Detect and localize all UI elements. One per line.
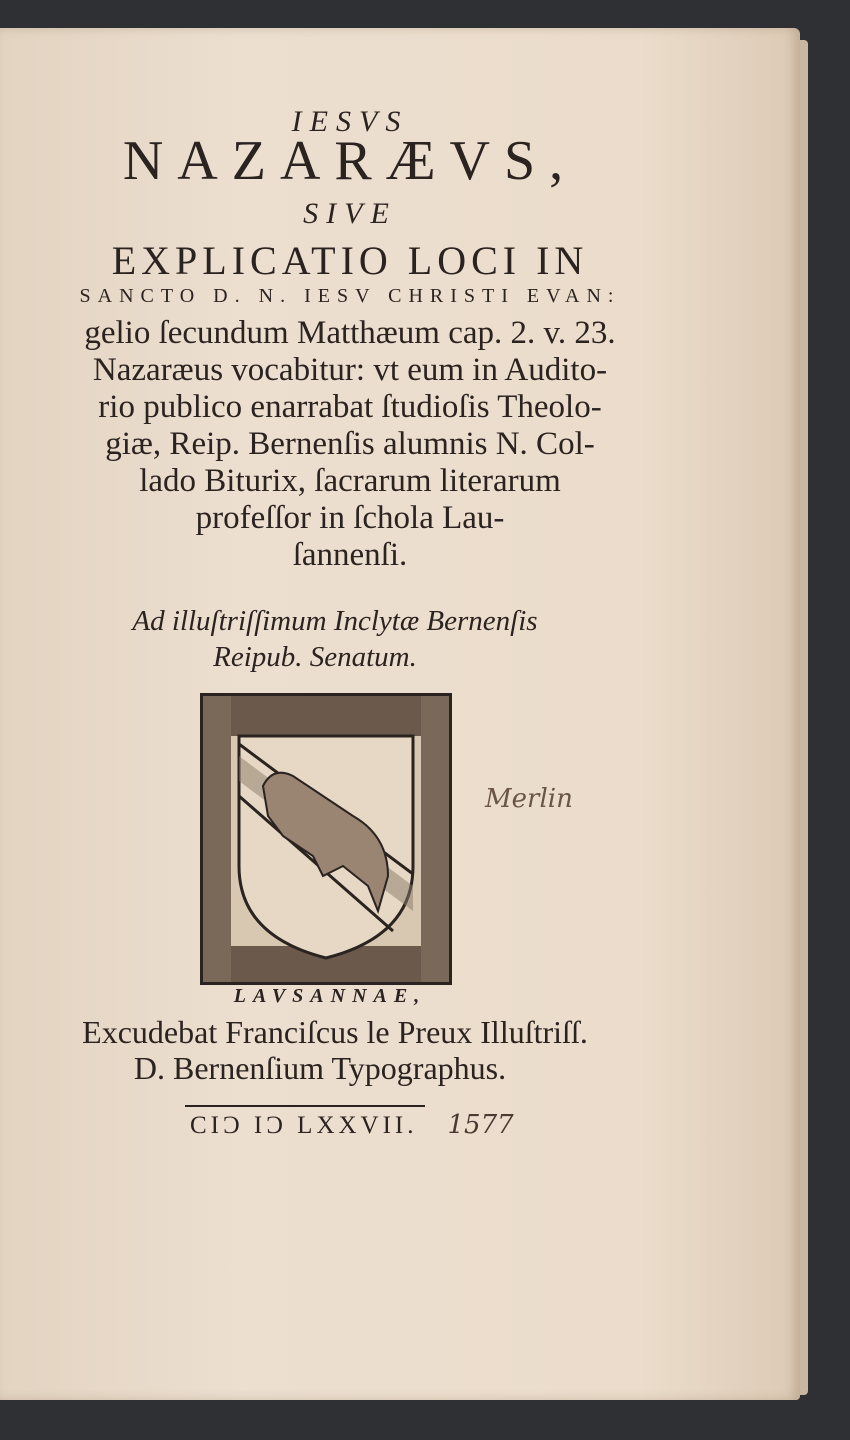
bern-coat-of-arms-woodcut <box>200 693 452 985</box>
title-iesvs: IESVS <box>291 105 409 138</box>
imprint-date-row <box>190 1111 514 1140</box>
dedication-line-1: Ad illuſtriſſimum Inclytæ Bernenſis <box>132 605 538 637</box>
imprint-place: LAVSANNAE, <box>233 985 427 1007</box>
body-line-1: gelio ſecundum Matthæum cap. 2. v. 23. <box>84 315 616 351</box>
handwritten-year: 1577 <box>447 1110 514 1140</box>
body-line-3: rio publico enarrabat ſtudioſis Theolo- <box>98 389 602 425</box>
imprint-printer-1: Excudebat Franciſcus le Preux Illuſtriſſ. <box>82 1014 588 1050</box>
page-edge <box>800 40 808 1395</box>
dedication-line-2: Reipub. Senatum. <box>213 641 417 673</box>
title-sancto: SANCTO D. N. IESV CHRISTI EVAN: <box>79 285 621 307</box>
body-line-2: Nazaræus vocabitur: vt eum in Audito- <box>92 352 608 388</box>
title-sive: SIVE <box>303 197 397 230</box>
title-nazaraevs: NAZARÆVS, <box>122 130 578 192</box>
underline-rule <box>185 1105 425 1107</box>
imprint-date: CIƆ IƆ LXXVII. <box>190 1112 418 1139</box>
bear-shield-icon <box>203 696 449 982</box>
body-line-7: ſannenſi. <box>292 537 408 573</box>
handwritten-signature: Merlin <box>485 784 573 814</box>
imprint-printer-2: D. Bernenſium Typographus. <box>133 1050 507 1086</box>
body-line-5: lado Biturix, ſacrarum literarum <box>139 463 561 499</box>
book-page <box>0 28 800 1400</box>
title-explicatio: EXPLICATIO LOCI IN <box>111 238 589 283</box>
body-line-6: profeſſor in ſchola Lau- <box>195 500 505 536</box>
body-line-4: giæ, Reip. Bernenſis alumnis N. Col- <box>105 426 595 462</box>
